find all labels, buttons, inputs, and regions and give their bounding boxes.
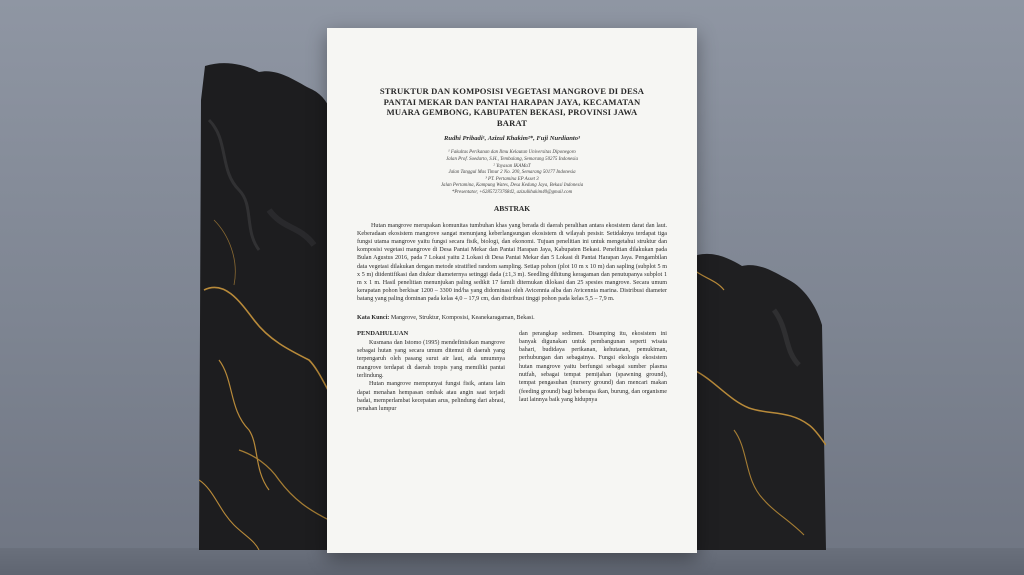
abstract-heading: ABSTRAK (493, 203, 531, 213)
body-columns (357, 330, 667, 414)
paragraph: Hutan mangrove mempunyai fungsi fisik, antara lain dapat menahan hempasan ombak atau angin saat terjadi badai, memperlambat kecepatan arus, pelindung dari abrasi, penahan lumpur (357, 381, 505, 413)
marble-slab-left (199, 60, 334, 550)
affiliation-line: Jalan Tanggul Mas Timur 2 No. 200, Semarang 50177 Indonesia (448, 170, 576, 176)
affiliations (357, 150, 667, 196)
marble-slab-right (694, 250, 826, 550)
abstract-text: Hutan mangrove merupakan komunitas tumbuhan khas yang berada di daerah peralihan antara ekosistem darat dan laut. Keberadaan ekosistem mangrove sangat menunjang keberlangsungan ekosistem di wilayah pesisir. Setidaknya terdapat tiga fungsi utama mangrove yaitu fungsi secara fisik, biologi, dan ekonomi. Tujuan penelitian ini untuk mengetahui struktur dan komposisi vegetasi mangrove di Desa Pantai Mekar dan Pantai Harapan Jaya, Kabupaten Bekasi. Penelitian dilakukan pada Bulan Agustus 2016, pada 7 Lokasi yaitu 2 Lokasi di Desa Pantai Mekar dan 5 Lokasi di Pantai Harapan Jaya. Pengambilan data vegetasi dilakukan dengan metode stratified random sampling. Setiap pohon (plot 10 m x 10 m) dan sapling (subplot 5 m x 5 m) diidentifikasi dan diukur diameternya setinggi dada (±1,3 m). Seedling dihitung keragaman dan penutupanya subplot 1 m x 1 m. Hasil penelitian menunjukan paling sedikit 17 famili ditemukan dilokasi dan 25 spesies mangrove. Secara umum kerapatan pohon berkisar 1200 – 3300 ind/ha yang didominasi oleh Avicennia alba dan Avicennia marina. Distribusi diameter batang yang paling dominan pada kelas 4,0 – 17,9 cm, dan distribusi tinggi pohon pada kelas 5,5 – 7,9 m. (357, 222, 667, 303)
column-left (357, 330, 505, 414)
section-heading: PENDAHULUAN (357, 329, 409, 337)
paragraph: Kusmana dan Istomo (1995) mendefinisikan mangrove sebagai hutan yang secara umum ditemui di daerah yang terpengaruh oleh pasang surut air laut, ada umumnya mangrove terdapat di daerah tropis yang memiliki pantai terlindung. (357, 339, 505, 380)
keywords-label: Kata Kunci: (357, 314, 390, 321)
affiliation-line: ² Yayasan IKAMaT (493, 163, 531, 169)
affiliation-line: Jalan Pertamina, Kampung Wates, Desa Kedung Jaya, Bekasi Indonesia (440, 183, 584, 189)
paper-title: STRUKTUR DAN KOMPOSISI VEGETASI MANGROVE DI DESA PANTAI MEKAR DAN PANTAI HARAPAN JAYA, KECAMATAN MUARA GEMBONG, KABUPATEN BEKASI, PROVINSI JAWA BARAT (379, 86, 645, 128)
affiliation-line: ³ PT. Pertamina EP Asset 3 (485, 176, 539, 182)
paragraph: dan perangkap sedimen. Disamping itu, ekosistem ini banyak digunakan untuk pembangunan seperti wisata bahari, budidaya perikanan, kehutanan, pemukiman, perhubungan dan sebagainya. Fungsi ekologis ekosistem hutan mangrove yaitu berfungsi sebagai sumber plasma nutfah, sebagai tempat pemijahan (spawning ground), tempat pengasuhan (nursery ground) dan mencari makan (feeding ground) bagi beberapa ikan, burung, dan organisme laut lainnya baik yang hidupnya (519, 330, 667, 403)
paper-page (327, 28, 697, 553)
keywords (357, 315, 667, 321)
keywords-text: Mangrove, Struktur, Komposisi, Keanekaragaman, Bekasi. (390, 314, 535, 321)
column-right (519, 330, 667, 414)
paper-authors: Rudhi Pribadi¹, Azizul Khakim²*, Fuji Nurdianto³ (444, 135, 580, 143)
affiliation-line: ¹ Fakultas Perikanan dan Ilmu Kelautan Universitas Diponegoro (448, 150, 576, 156)
affiliation-line: *Presentator, +6285727376842, azizulkhakim40@gmail.com (451, 189, 573, 195)
affiliation-line: Jalan Prof. Soedarto, S.H., Tembalang, Semarang 50275 Indonesia (446, 156, 578, 162)
